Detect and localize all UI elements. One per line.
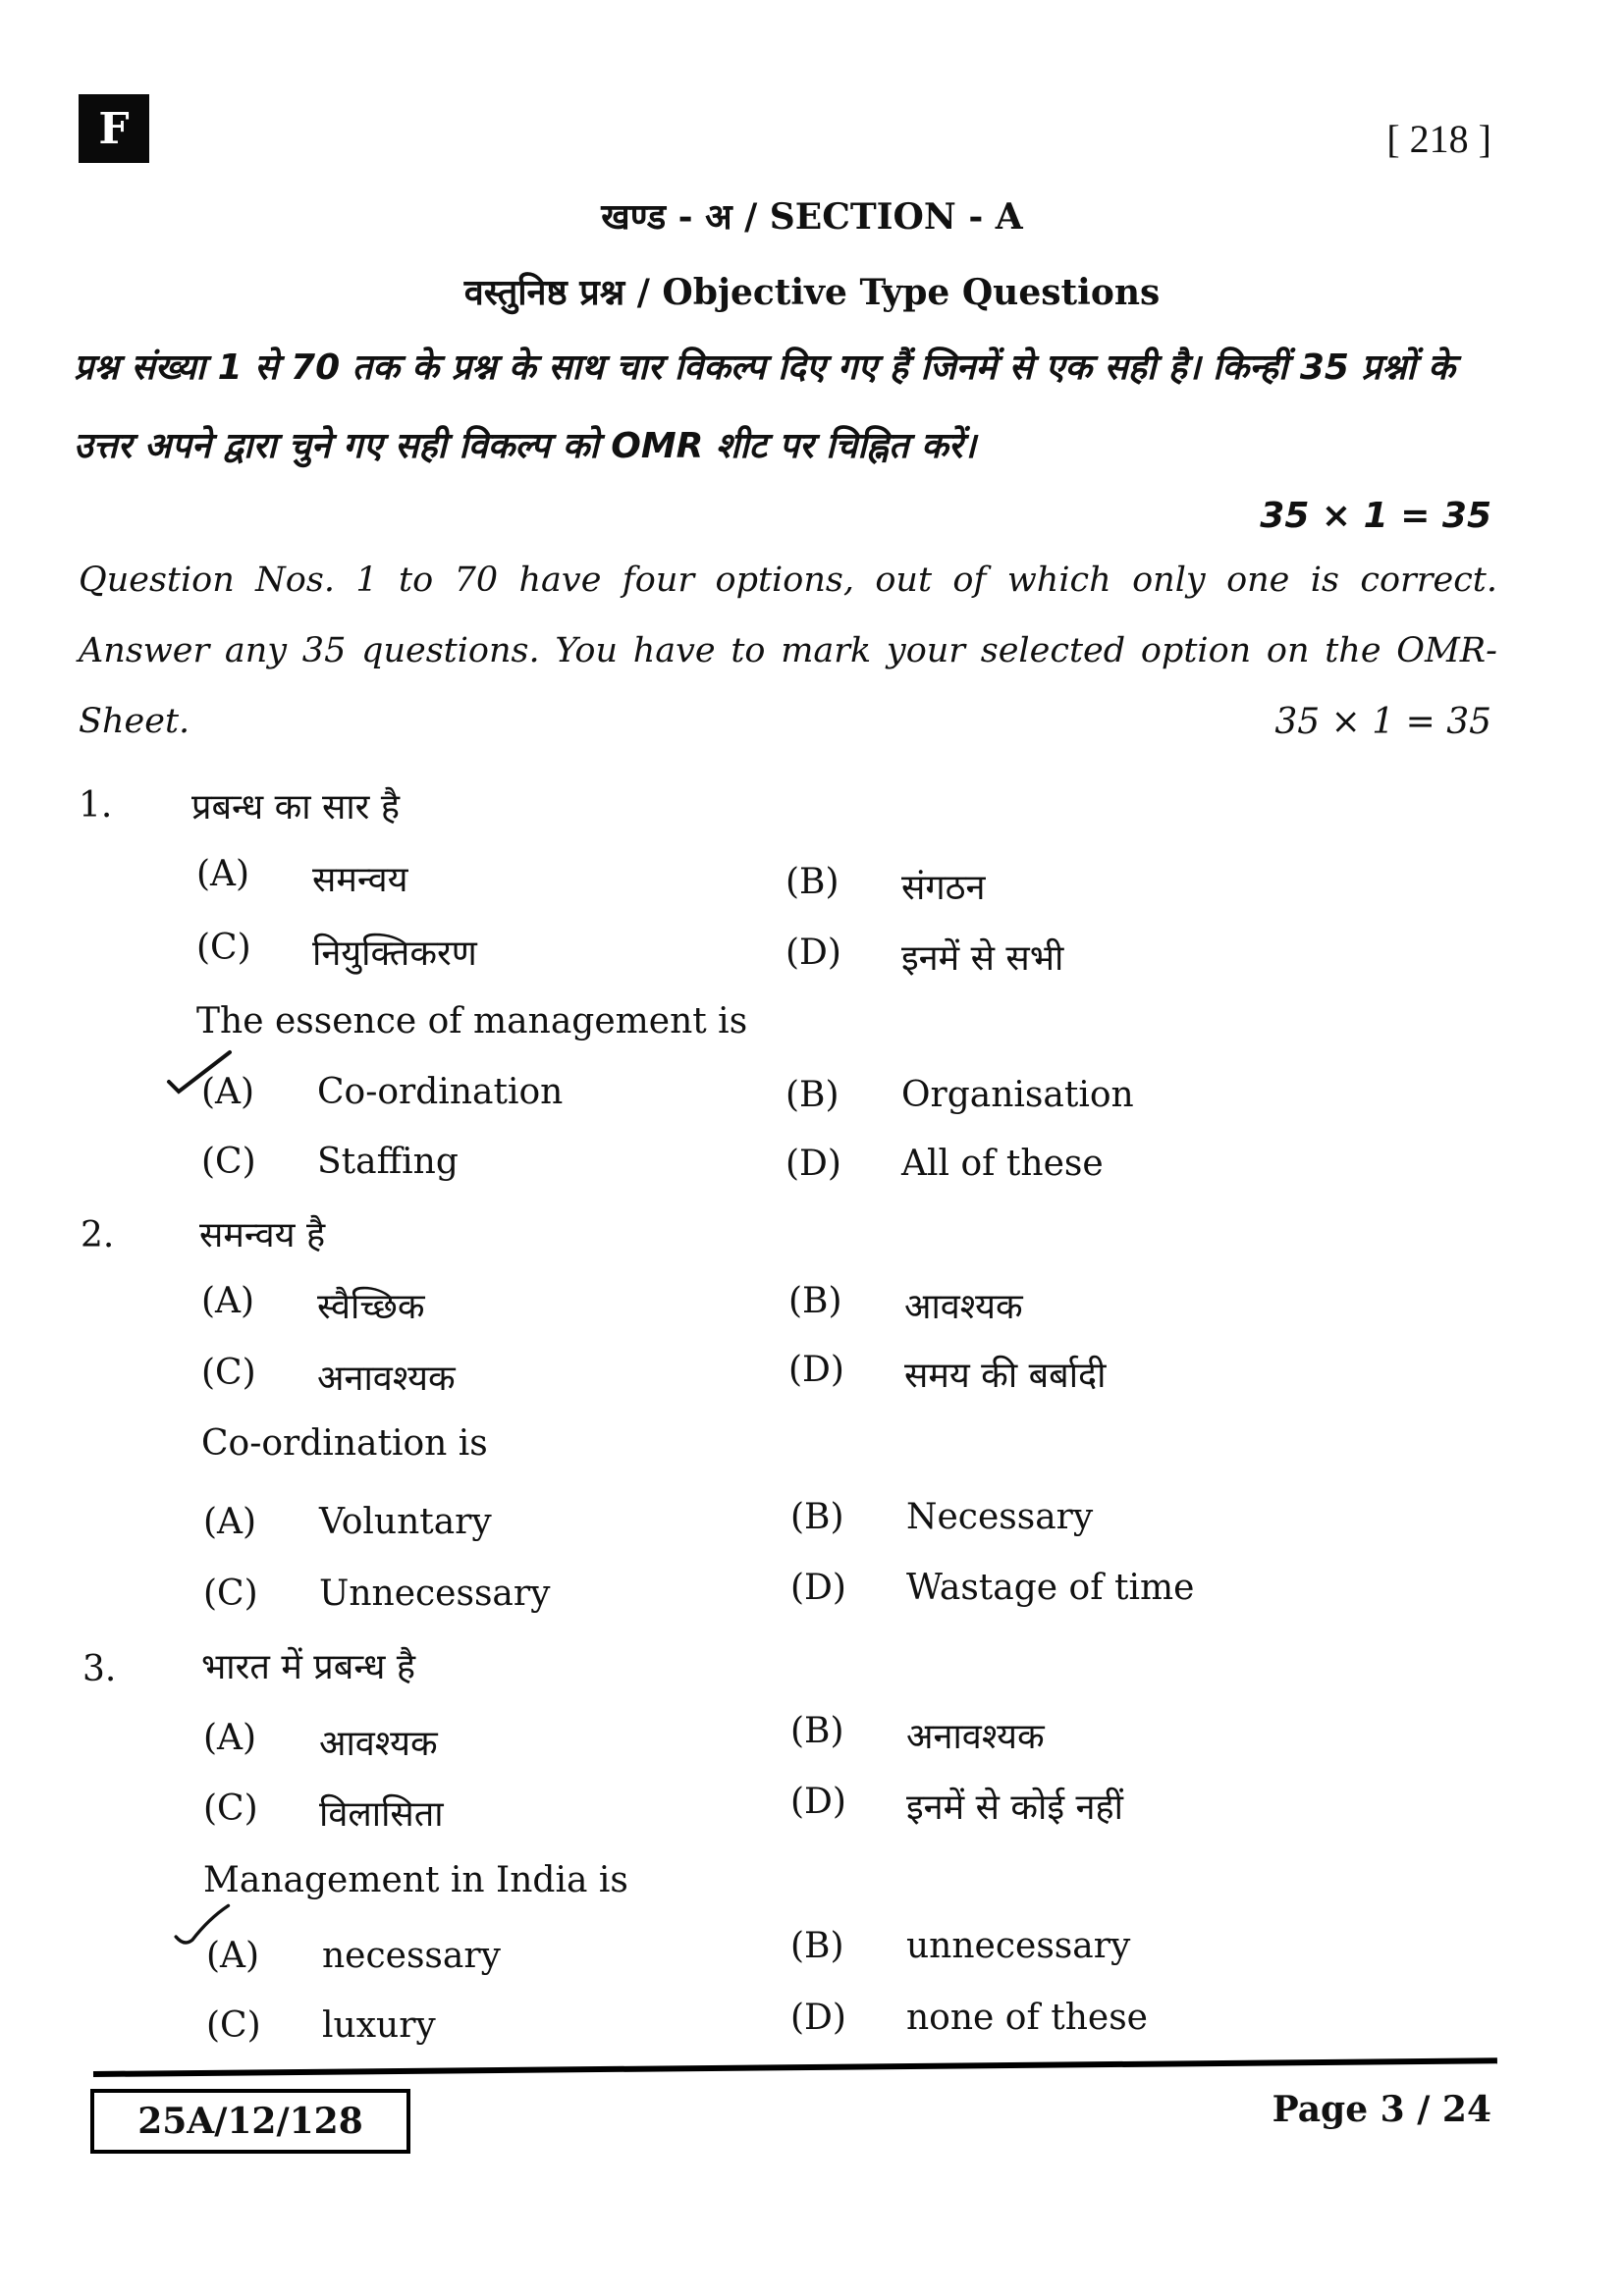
- option-text: Unnecessary: [319, 1574, 551, 1614]
- option-text: अनावश्यक: [317, 1359, 456, 1399]
- option-english-c[interactable]: [206, 2005, 436, 2046]
- option-hindi-c[interactable]: [196, 928, 477, 976]
- option-label: (D): [785, 1144, 841, 1184]
- option-english-c[interactable]: [201, 1142, 459, 1182]
- option-text: unnecessary: [906, 1926, 1131, 1966]
- section-title: खण्ड - अ / SECTION - A: [601, 196, 1023, 238]
- option-text: Voluntary: [319, 1502, 492, 1542]
- page-number: Page 3 / 24: [1272, 2089, 1491, 2130]
- option-text: Wastage of time: [906, 1568, 1195, 1608]
- option-label: (A): [201, 1281, 255, 1321]
- option-label: (A): [206, 1936, 260, 1976]
- option-label: (C): [206, 2005, 261, 2046]
- option-text: नियुक्तिकरण: [312, 934, 477, 974]
- set-badge: F: [79, 94, 149, 163]
- question-number: 3.: [82, 1649, 117, 1689]
- option-text: इनमें से कोई नहीं: [906, 1788, 1123, 1828]
- option-text: Necessary: [906, 1497, 1094, 1537]
- option-text: All of these: [901, 1144, 1104, 1184]
- instructions-hindi: प्रश्न संख्या 1 से 70 तक के प्रश्न के साथ चार विकल्प दिए गए हैं जिनमें से एक सही है। किन्हीं 35 प्रश्नों के उत्तर अपने द्वारा चुने गए सही विकल्प को OMR शीट पर चिह्नित करें।: [74, 347, 1455, 466]
- question-number: 2.: [81, 1215, 115, 1255]
- option-label: (C): [203, 1574, 258, 1614]
- option-label: (B): [790, 1711, 844, 1751]
- question-text-english: Co-ordination is: [201, 1423, 488, 1464]
- option-english-a[interactable]: [203, 1502, 492, 1542]
- option-label: (B): [785, 862, 839, 902]
- question-text-english: The essence of management is: [196, 1001, 748, 1041]
- option-english-c[interactable]: [203, 1574, 550, 1614]
- question-text-hindi: प्रबन्ध का सार है: [191, 787, 400, 828]
- option-text: luxury: [322, 2005, 436, 2046]
- option-label: (C): [201, 1142, 256, 1182]
- option-text: none of these: [906, 1998, 1148, 2038]
- option-hindi-a[interactable]: [201, 1281, 424, 1329]
- question-text-english: Management in India is: [203, 1860, 628, 1900]
- option-text: इनमें से सभी: [901, 938, 1064, 979]
- option-label: (B): [790, 1497, 844, 1537]
- option-text: संगठन: [901, 868, 986, 908]
- option-hindi-d[interactable]: [785, 933, 1063, 981]
- question-text-hindi: समन्वय है: [199, 1215, 326, 1255]
- question-type-title: वस्तुनिष्ठ प्रश्न / Objective Type Questions: [463, 272, 1161, 313]
- option-hindi-d[interactable]: [788, 1350, 1106, 1398]
- option-label: (A): [203, 1502, 257, 1542]
- option-english-d[interactable]: [790, 1998, 1148, 2038]
- option-text: Staffing: [317, 1142, 459, 1182]
- option-hindi-a[interactable]: [196, 854, 408, 902]
- option-text: necessary: [322, 1936, 501, 1976]
- option-text: स्वैच्छिक: [317, 1287, 425, 1327]
- instructions-english: Question Nos. 1 to 70 have four options, out of which only one is correct. Answer any 35 questions. You have to mark your selected option on the OMR-Sheet.: [79, 561, 1497, 741]
- booklet-code: 25A/12/128: [90, 2089, 410, 2154]
- paper-code: [ 218 ]: [1386, 117, 1491, 161]
- option-label: (C): [201, 1353, 256, 1393]
- option-hindi-b[interactable]: [790, 1711, 1045, 1759]
- option-label: (D): [785, 933, 841, 973]
- option-label: (A): [196, 854, 250, 894]
- option-english-b[interactable]: [790, 1497, 1093, 1537]
- option-text: आवश्यक: [904, 1287, 1023, 1327]
- option-english-b[interactable]: [785, 1075, 1134, 1115]
- option-label: (D): [790, 1998, 846, 2038]
- option-english-d[interactable]: [790, 1568, 1194, 1608]
- option-label: (B): [788, 1281, 842, 1321]
- option-label: (B): [790, 1926, 844, 1966]
- footer-rule: [93, 2057, 1497, 2077]
- option-hindi-c[interactable]: [201, 1353, 456, 1401]
- option-label: (B): [785, 1075, 839, 1115]
- option-english-d[interactable]: [785, 1144, 1104, 1184]
- option-label: (C): [196, 928, 251, 968]
- option-hindi-d[interactable]: [790, 1782, 1123, 1830]
- option-english-b[interactable]: [790, 1926, 1130, 1966]
- question-number: 1.: [79, 785, 113, 826]
- option-hindi-a[interactable]: [203, 1718, 438, 1766]
- option-label: (D): [790, 1782, 846, 1822]
- option-label: (A): [201, 1072, 255, 1112]
- option-english-a[interactable]: [206, 1936, 501, 1976]
- option-text: विलासिता: [319, 1794, 444, 1835]
- marks-english: 35 × 1 = 35: [1274, 702, 1491, 742]
- option-text: Co-ordination: [317, 1072, 564, 1112]
- option-text: समन्वय: [312, 860, 408, 900]
- option-label: (D): [790, 1568, 846, 1608]
- option-english-a[interactable]: [201, 1072, 563, 1112]
- option-hindi-b[interactable]: [785, 862, 986, 910]
- question-text-hindi: भारत में प्रबन्ध है: [201, 1647, 416, 1687]
- option-text: Organisation: [901, 1075, 1134, 1115]
- option-text: आवश्यक: [319, 1724, 438, 1764]
- option-label: (A): [203, 1718, 257, 1758]
- option-text: समय की बर्बादी: [904, 1356, 1107, 1396]
- option-hindi-b[interactable]: [788, 1281, 1023, 1329]
- option-hindi-c[interactable]: [203, 1789, 444, 1837]
- marks-hindi: 35 × 1 = 35: [1260, 496, 1491, 536]
- option-label: (D): [788, 1350, 844, 1390]
- option-text: अनावश्यक: [906, 1717, 1045, 1757]
- option-label: (C): [203, 1789, 258, 1829]
